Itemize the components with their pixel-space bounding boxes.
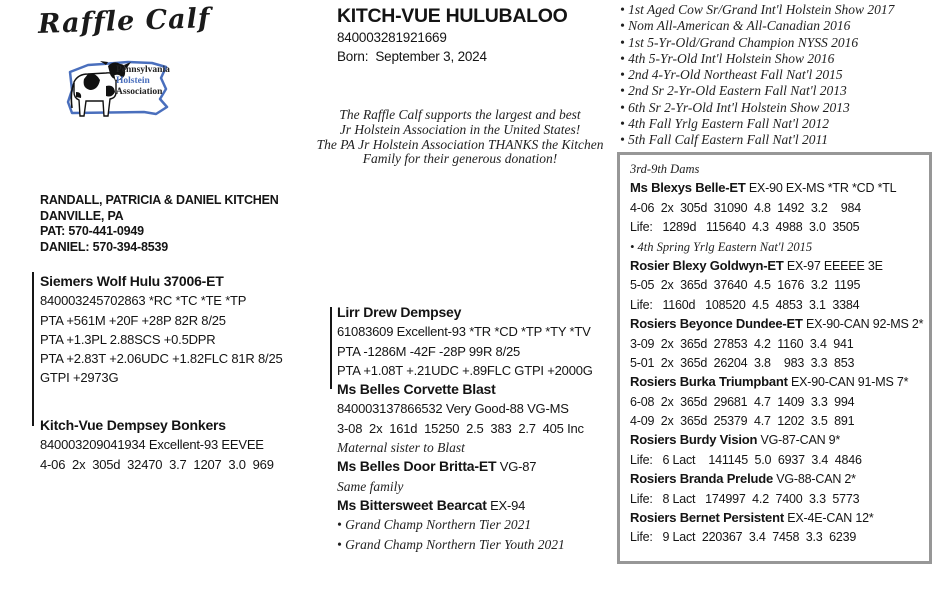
owner-line: DANVILLE, PA <box>40 208 124 223</box>
dams-box-line: 4-06 2x 305d 31090 4.8 1492 3.2 984 <box>630 200 861 215</box>
dams-box-line: Rosier Blexy Goldwyn-ET EX-97 EEEEE 3E <box>630 257 883 273</box>
award-item: • 2nd 4-Yr-Old Northeast Fall Nat'l 2015 <box>620 67 940 83</box>
pedigree-line: 3-08 2x 161d 15250 2.5 383 2.7 405 Inc <box>337 420 584 436</box>
pedigree-line: PTA +1.08T +.21UDC +.89FLC GTPI +2000G <box>337 362 593 378</box>
donation-note-line: Jr Holstein Association in the United States! <box>339 121 581 137</box>
maternal-line-block <box>337 303 622 554</box>
owner-line: PAT: 570-441-0949 <box>40 224 144 239</box>
pedigree-line: Lirr Drew Dempsey <box>337 304 462 320</box>
animal-id: 840003281921669 <box>337 30 447 45</box>
dams-box-line: • 4th Spring Yrlg Eastern Nat'l 2015 <box>630 237 929 256</box>
sire-bracket-line <box>32 272 34 426</box>
award-item: • 5th Fall Calf Eastern Fall Nat'l 2011 <box>620 132 940 148</box>
pha-logo <box>48 52 188 130</box>
pedigree-line: PTA +1.3PL 2.88SCS +0.5DPR <box>40 331 216 347</box>
pedigree-line: GTPI +2973G <box>40 370 119 386</box>
dams-box-line: Life: 6 Lact 141145 5.0 6937 3.4 4846 <box>630 452 862 467</box>
association-line2: Holstein <box>116 76 150 86</box>
third-to-ninth-dams-box <box>617 152 932 564</box>
pedigree-line: 840003209041934 Excellent-93 EEVEE <box>40 437 264 453</box>
maternal-bracket-line <box>330 307 332 389</box>
association-name <box>116 65 170 98</box>
dams-box-line: Ms Blexys Belle-ET EX-90 EX-MS *TR *CD *TL <box>630 180 897 196</box>
pedigree-line: • Grand Champ Northern Tier Youth 2021 <box>337 535 622 554</box>
owner-block <box>40 193 279 255</box>
pedigree-line: PTA -1286M -42F -28P 99R 8/25 <box>337 343 521 359</box>
pedigree-line: 61083609 Excellent-93 *TR *CD *TP *TY *TV <box>337 324 591 340</box>
donation-note-line: The PA Jr Holstein Association THANKS the Kitchen <box>316 136 604 152</box>
dams-box-line: Rosiers Burdy Vision VG-87-CAN 9* <box>630 432 841 448</box>
award-item: • 4th Fall Yrlg Eastern Fall Nat'l 2012 <box>620 116 940 132</box>
award-item: • Nom All-American & All-Canadian 2016 <box>620 18 940 34</box>
animal-name-title: KITCH-VUE HULUBALOO <box>337 5 568 27</box>
pedigree-line: Ms Bittersweet Bearcat EX-94 <box>337 496 526 513</box>
pedigree-line: PTA +561M +20F +28P 82R 8/25 <box>40 312 226 328</box>
dams-box-line: Life: 1289d 115640 4.3 4988 3.0 3505 <box>630 220 860 235</box>
dams-box-line: 3-09 2x 365d 27853 4.2 1160 3.4 941 <box>630 336 854 351</box>
pedigree-line: 840003245702863 *RC *TC *TE *TP <box>40 293 247 309</box>
owner-line: DANIEL: 570-394-8539 <box>40 239 169 254</box>
pedigree-line: Siemers Wolf Hulu 37006-ET <box>40 273 224 289</box>
donation-note-line: Family for their generous donation! <box>362 151 558 167</box>
dams-box-line: 4-09 2x 365d 25379 4.7 1202 3.5 891 <box>630 414 855 429</box>
dams-box-line: 3rd-9th Dams <box>630 162 700 176</box>
dams-box-line: 5-01 2x 365d 26204 3.8 983 3.3 853 <box>630 355 855 370</box>
pedigree-line: Ms Belles Corvette Blast <box>337 381 496 398</box>
dams-box-line: Life: 1160d 108520 4.5 4853 3.1 3384 <box>630 297 860 312</box>
dams-box-line: Rosiers Beyonce Dundee-ET EX-90-CAN 92-MS 2* <box>630 316 924 332</box>
award-item: • 2nd Sr 2-Yr-Old Eastern Fall Nat'l 2013 <box>620 83 940 99</box>
pedigree-line: 840003137866532 Very Good-88 VG-MS <box>337 401 569 417</box>
award-item: • 6th Sr 2-Yr-Old Int'l Holstein Show 2013 <box>620 100 940 116</box>
owner-line: RANDALL, PATRICIA & DANIEL KITCHEN <box>40 193 279 207</box>
pedigree-line: Maternal sister to Blast <box>337 440 465 456</box>
dams-box-line: Rosiers Branda Prelude VG-88-CAN 2* <box>630 471 856 487</box>
pedigree-line: Same family <box>337 478 404 494</box>
association-line3: Association <box>116 87 163 97</box>
pedigree-line: Kitch-Vue Dempsey Bonkers <box>40 417 226 433</box>
dams-box-line: Rosiers Bernet Persistent EX-4E-CAN 12* <box>630 510 874 526</box>
dams-box-line: 5-05 2x 365d 37640 4.5 1676 3.2 1195 <box>630 278 861 293</box>
pedigree-line: • Grand Champ Northern Tier 2021 <box>337 515 622 534</box>
donation-note-line: The Raffle Calf supports the largest and best <box>339 107 581 122</box>
pedigree-line: 4-06 2x 305d 32470 3.7 1207 3.0 969 <box>40 456 274 472</box>
award-item: • 4th 5-Yr-Old Int'l Holstein Show 2016 <box>620 51 940 67</box>
association-line1: Pennsylvania <box>116 65 170 75</box>
dams-box-line: Rosiers Burka Triumpbant EX-90-CAN 91-MS 7* <box>630 374 909 390</box>
dams-box-line: Life: 8 Lact 174997 4.2 7400 3.3 5773 <box>630 491 860 506</box>
dams-box-line: Life: 9 Lact 220367 3.4 7458 3.3 6239 <box>630 530 857 545</box>
award-item: • 1st Aged Cow Sr/Grand Int'l Holstein Show 2017 <box>620 2 940 18</box>
dam-pedigree-block <box>40 416 320 474</box>
pedigree-line: PTA +2.83T +2.06UDC +1.82FLC 81R 8/25 <box>40 351 283 367</box>
raffle-calf-script-title: Raffle Calf <box>37 2 211 41</box>
pedigree-line: Ms Belles Door Britta-ET VG-87 <box>337 458 537 475</box>
award-item: • 1st 5-Yr-Old/Grand Champion NYSS 2016 <box>620 35 940 51</box>
animal-born-date: Born: September 3, 2024 <box>337 49 487 64</box>
sire-pedigree-block <box>40 272 320 388</box>
donation-note <box>310 108 610 167</box>
dams-box-line: 6-08 2x 365d 29681 4.7 1409 3.3 994 <box>630 394 855 409</box>
awards-list <box>620 2 940 149</box>
